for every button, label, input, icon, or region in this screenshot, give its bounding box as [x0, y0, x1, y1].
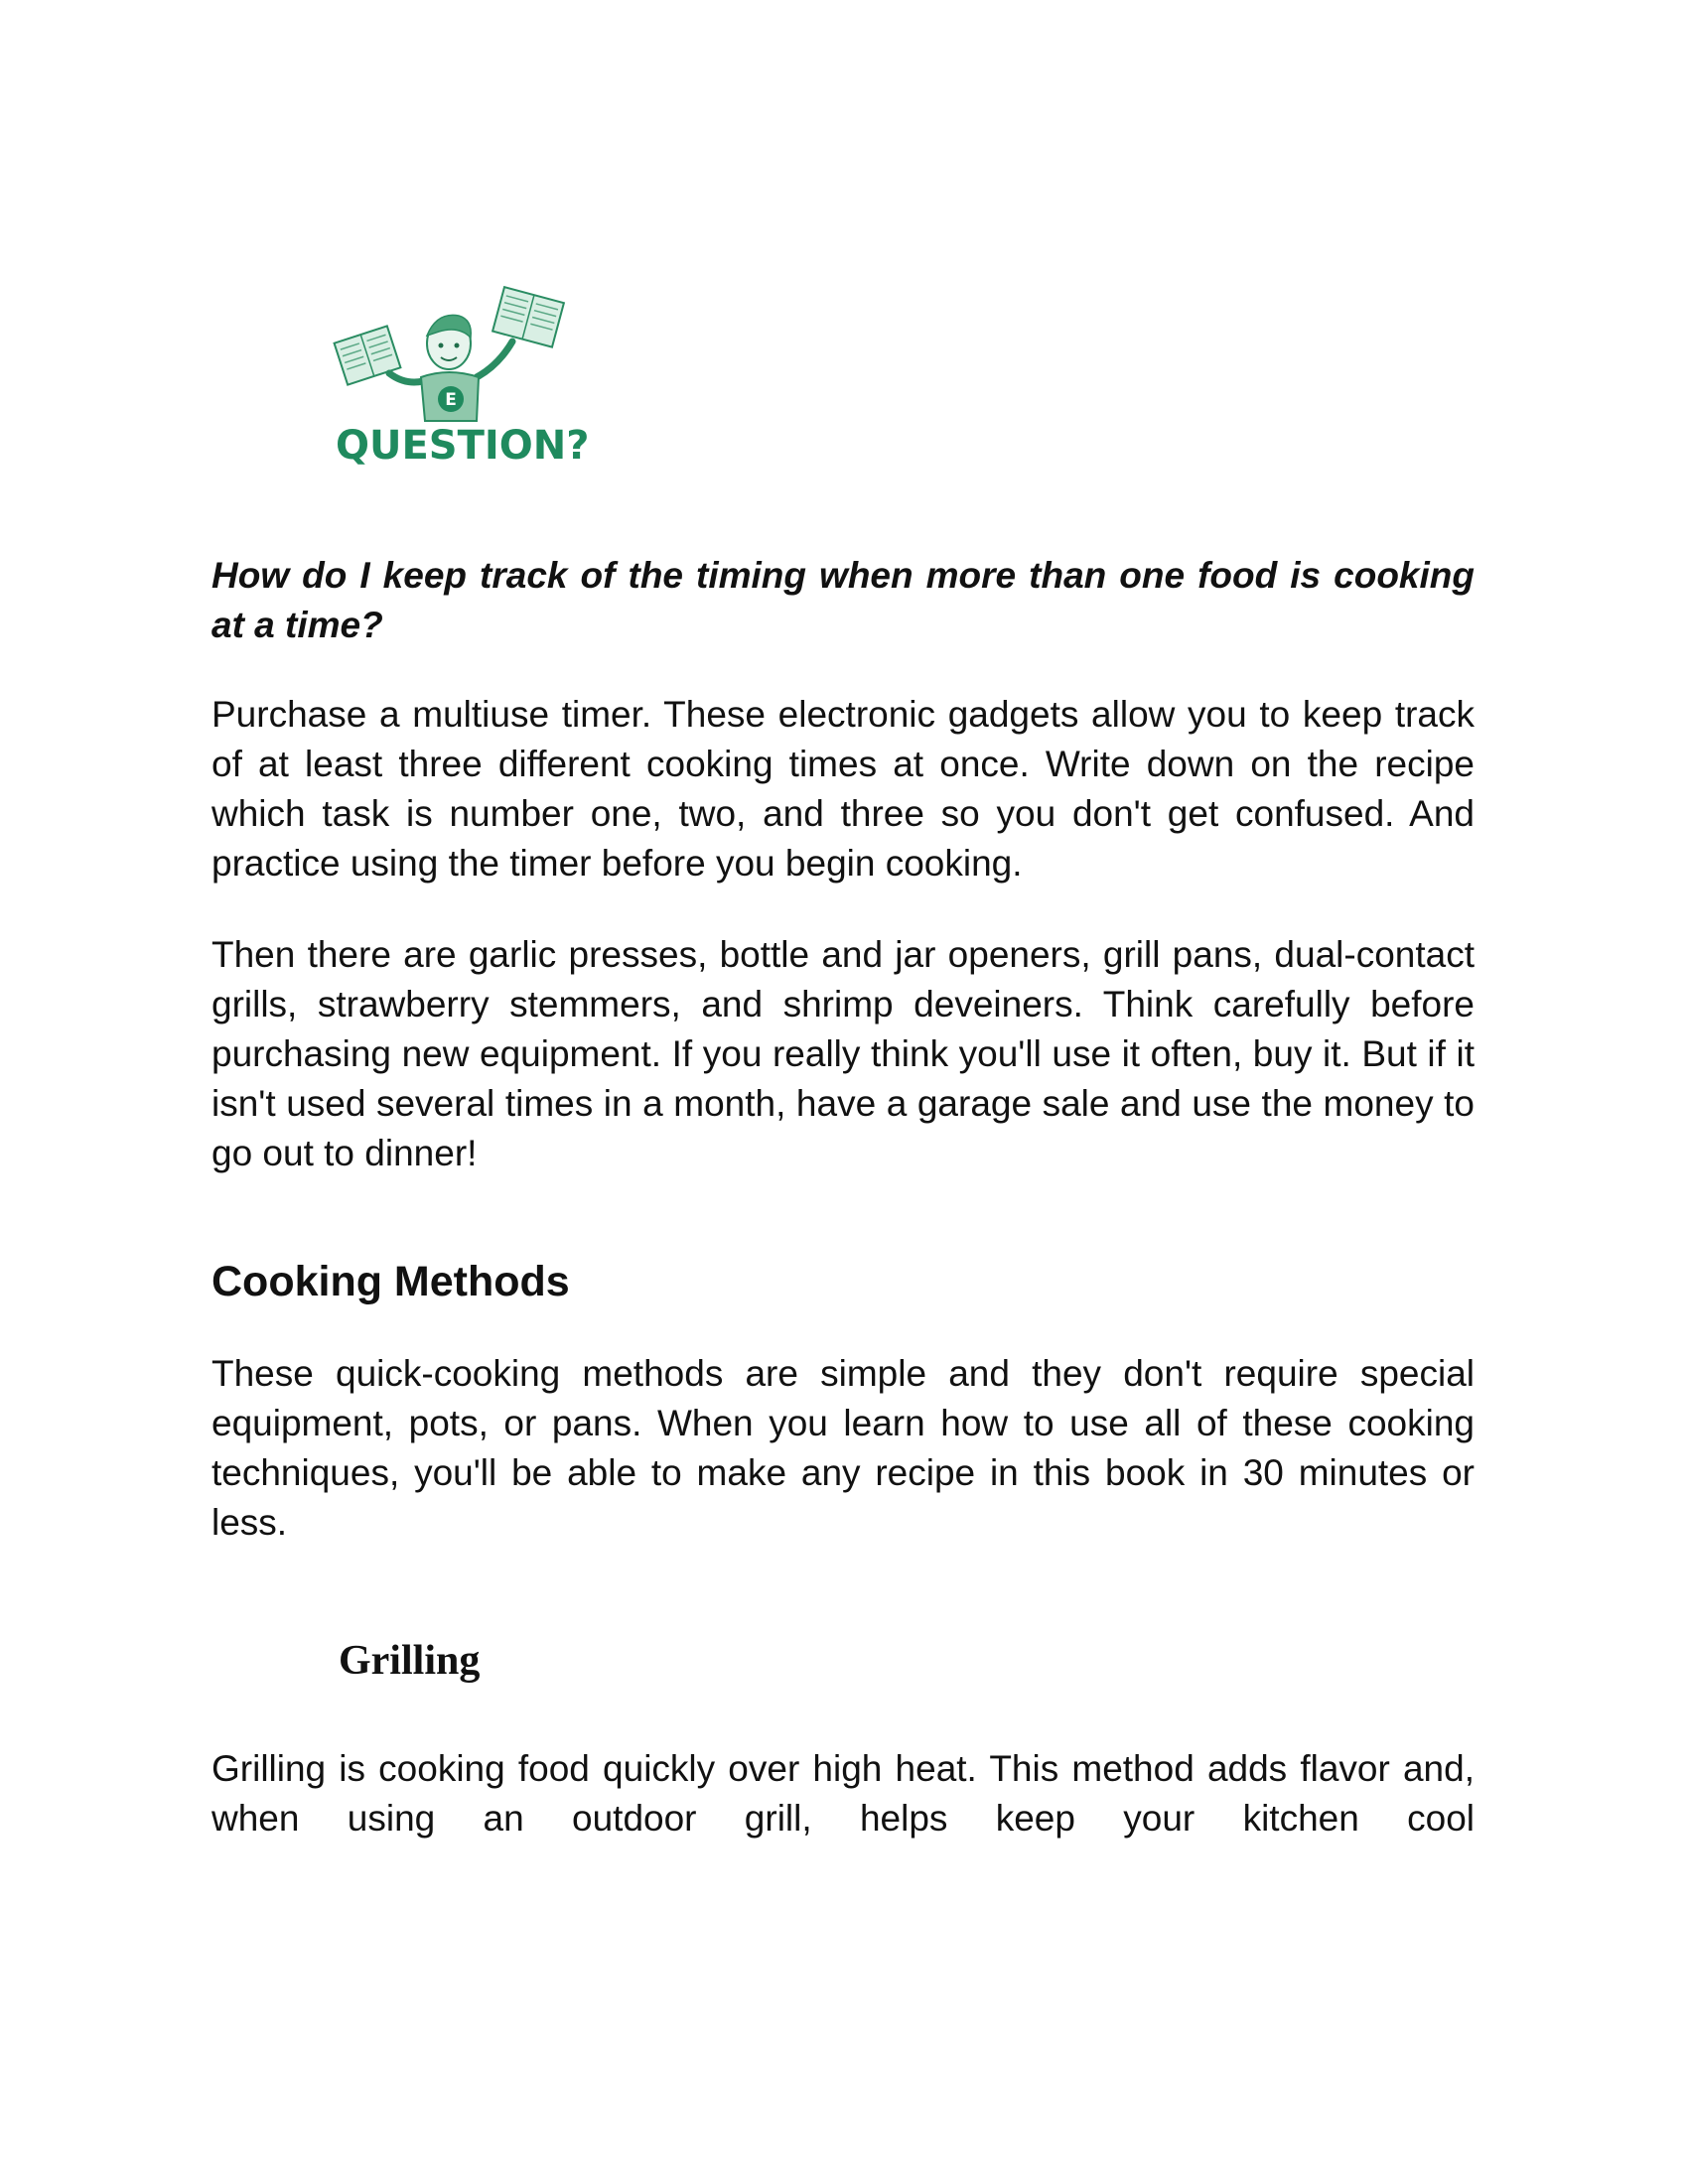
question-logo	[328, 286, 590, 484]
document-body	[211, 551, 1475, 1885]
question-text: How do I keep track of the timing when more than one food is cooking at a time?	[211, 555, 1475, 645]
equipment-paragraph: Then there are garlic presses, bottle and jar openers, grill pans, dual-contact grills, strawberry stemmers, and shrimp deveiners. Think carefully before purchasing new equipment. If you really think you'll use it often, buy it. But if it isn't used several times in a month, have a garage sale and use the money to go out to dinner!	[211, 934, 1475, 1173]
answer-paragraph: Purchase a multiuse timer. These electronic gadgets allow you to keep track of at least three different cooking times at once. Write down on the recipe which task is number one, two, and three so you don't get confused. And practice using the timer before you begin cooking.	[211, 694, 1475, 884]
subsection-heading: Grilling	[339, 1638, 481, 1684]
logo-word: QUESTION?	[336, 423, 590, 469]
subsection-text: Grilling is cooking food quickly over high heat. This method adds flavor and, when using an outdoor grill, helps keep your kitchen cool	[211, 1748, 1475, 1839]
section-intro: These quick-cooking methods are simple and they don't require special equipment, pots, or pans. When you learn how to use all of these cooking techniques, you'll be able to make any recipe in this book in 30 minutes or less.	[211, 1353, 1475, 1543]
badge-letter: E	[445, 390, 457, 410]
section-heading: Cooking Methods	[211, 1258, 570, 1305]
